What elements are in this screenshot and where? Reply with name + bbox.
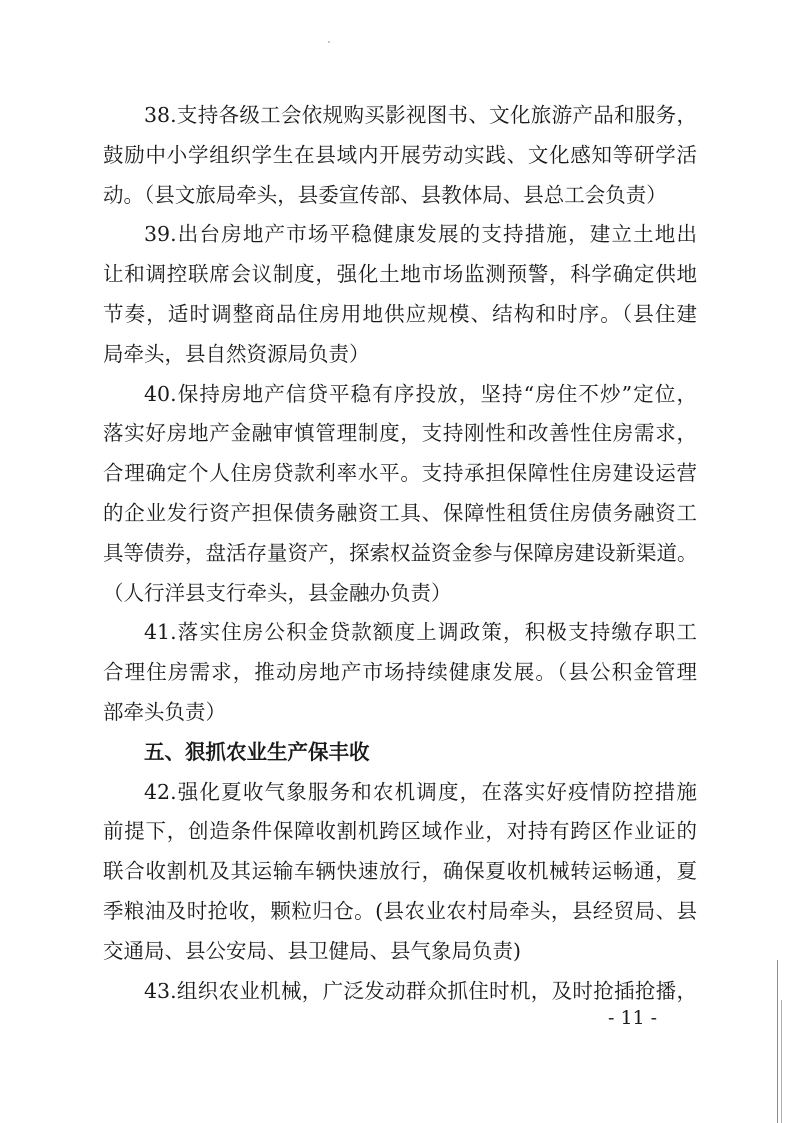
item-41-line-3: 部牵头负责） <box>103 699 226 724</box>
item-42-line-2: 前提下，创造条件保障收割机跨区域作业，对持有跨区作业证的 <box>103 819 697 844</box>
item-42-line-4: 季粮油及时抢收，颗粒归仓。(县农业农村局牵头，县经贸局、县 <box>103 898 697 923</box>
item-39-line-2: 让和调控联席会议制度，强化土地市场监测预警，科学确定供地 <box>103 262 697 287</box>
item-42-line-1: 42.强化夏收气象服务和农机调度，在落实好疫情防控措施 <box>144 779 697 804</box>
scan-artifact-dot <box>328 41 330 43</box>
section-heading: 五、狠抓农业生产保丰收 <box>144 739 370 764</box>
item-40-line-6: （人行洋县支行牵头，县金融办负责） <box>103 580 452 605</box>
item-40-line-4: 的企业发行资产担保债务融资工具、保障性租赁住房债务融资工 <box>103 500 697 525</box>
scan-edge-line <box>777 960 778 1123</box>
item-39-line-4: 局牵头，县自然资源局负责） <box>103 341 370 366</box>
item-41-line-1: 41.落实住房公积金贷款额度上调政策，积极支持缴存职工 <box>144 620 697 645</box>
item-40-line-1: 40.保持房地产信贷平稳有序投放，坚持“房住不炒”定位， <box>144 381 697 406</box>
item-39-line-1: 39.出台房地产市场平稳健康发展的支持措施，建立土地出 <box>144 222 697 247</box>
item-38-line-1: 38.支持各级工会依规购买影视图书、文化旅游产品和服务， <box>144 103 697 127</box>
item-42-line-3: 联合收割机及其运输车辆快速放行，确保夏收机械转运畅通，夏 <box>103 859 697 884</box>
item-38-line-2: 鼓励中小学组织学生在县域内开展劳动实践、文化感知等研学活 <box>103 142 697 167</box>
scan-edge-line-secondary <box>781 1000 782 1123</box>
item-41-line-2: 合理住房需求，推动房地产市场持续健康发展。（县公积金管理 <box>103 660 697 685</box>
item-43-line-1: 43.组织农业机械，广泛发动群众抓住时机，及时抢插抢播， <box>144 978 697 1003</box>
item-40-line-5: 具等债券，盘活存量资产，探索权益资金参与保障房建设新渠道。 <box>103 540 698 565</box>
item-38-line-3: 动。（县文旅局牵头，县委宣传部、县教体局、县总工会负责） <box>103 182 667 207</box>
document-body <box>103 96 697 1011</box>
item-40-line-3: 合理确定个人住房贷款利率水平。支持承担保障性住房建设运营 <box>103 461 697 486</box>
item-39-line-3: 节奏，适时调整商品住房用地供应规模、结构和时序。（县住建 <box>103 301 697 326</box>
item-40-line-2: 落实好房地产金融审慎管理制度，支持刚性和改善性住房需求， <box>103 421 697 446</box>
page-number: - 11 - <box>608 1007 658 1029</box>
item-42-line-5: 交通局、县公安局、县卫健局、县气象局负责) <box>103 938 521 963</box>
